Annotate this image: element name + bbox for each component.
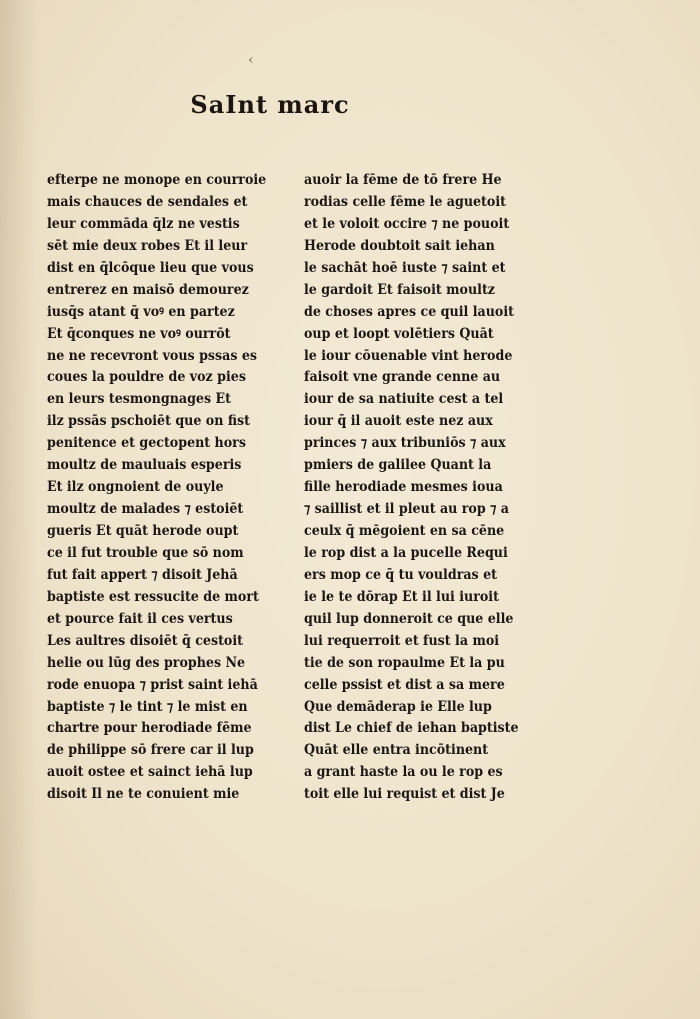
text-line: Et q̄conques ne voꝰ ourrōt	[47, 325, 231, 342]
text-line: rode enuopa ⁊ prist saint iehā	[47, 676, 258, 693]
text-line: Que demāderap ie Elle lup	[304, 698, 492, 715]
text-line: moultz de malades ⁊ estoiēt	[47, 501, 244, 518]
text-line: le rop dist a la pucelle Requi	[304, 544, 508, 561]
text-line: en leurs tesmongnages Et	[47, 391, 231, 408]
text-line: toit elle lui requist et dist Je	[304, 786, 505, 803]
text-line: de choses apres ce quil lauoit	[304, 303, 514, 320]
text-line: entrerez en maisō demourez	[47, 281, 249, 298]
text-line: gueris Et quāt herode oupt	[47, 523, 239, 539]
text-line: iusq̄s atant q̄ voꝰ en partez	[47, 303, 235, 320]
text-line: mais chauces de sendales et	[47, 193, 248, 210]
text-line: ers mop ce q̄ tu vouldras et	[304, 566, 497, 583]
text-column-right	[304, 170, 554, 806]
text-column-left	[47, 170, 277, 806]
text-line: iour de sa natiuite cest a tel	[304, 391, 504, 408]
gutter-shadow	[0, 0, 38, 1019]
text-line: chartre pour herodiade fēme	[47, 720, 252, 737]
text-line: faisoit vne grande cenne au	[304, 369, 501, 386]
text-line: fille herodiade mesmes ioua	[304, 479, 503, 496]
text-line: le sachāt hoē iuste ⁊ saint et	[304, 259, 506, 276]
text-line: ie le te dōrap Et il lui iuroit	[304, 588, 499, 605]
text-line: Herode doubtoit sait iehan	[304, 237, 495, 254]
text-line: Les aultres disoiēt q̄ cestoit	[47, 632, 243, 649]
text-line: rodias celle fēme le aguetoit	[304, 193, 506, 210]
text-line: le gardoit Et faisoit moultz	[304, 281, 495, 298]
text-line: Et ilz ongnoient de ouyle	[47, 479, 224, 496]
folio-mark: ‹	[248, 52, 254, 68]
text-line: auoir la fēme de tō frere He	[304, 172, 502, 188]
text-line: fut fait appert ⁊ disoit Jehā	[47, 566, 238, 583]
text-line: coues la pouldre de voz pies	[47, 369, 246, 386]
text-line: ce il fut trouble que sō nom	[47, 544, 244, 561]
text-line: et pource fait il ces vertus	[47, 610, 233, 627]
text-line: Quāt elle entra incōtinent	[304, 742, 489, 759]
text-line: auoit ostee et sainct iehā lup	[47, 764, 253, 781]
text-line: ceulx q̄ mēgoient en sa cēne	[304, 523, 505, 539]
text-line: dist Le chief de iehan baptiste	[304, 720, 519, 737]
text-line: ⁊ saillist et il pleut au rop ⁊ a	[304, 501, 509, 518]
text-line: quil lup donneroit ce que elle	[304, 610, 514, 627]
text-line: penitence et gectopent hors	[47, 435, 246, 452]
text-line: a grant haste la ou le rop es	[304, 764, 503, 781]
text-line: ne ne recevront vous pssas es	[47, 347, 258, 364]
text-line: ilz pssās pschoiēt que on fist	[47, 413, 250, 430]
text-line: moultz de mauluais esperis	[47, 457, 242, 474]
text-line: de philippe sō frere car il lup	[47, 742, 254, 759]
text-line: disoit Il ne te conuient mie	[47, 786, 240, 803]
running-head: SaInt marc	[190, 90, 350, 119]
text-line: princes ⁊ aux tribuniōs ⁊ aux	[304, 435, 506, 452]
text-line: helie ou lūg des prophes Ne	[47, 654, 246, 671]
text-line: oup et loopt volētiers Quāt	[304, 325, 494, 342]
text-line: sēt mie deux robes Et il leur	[47, 237, 248, 254]
text-line: baptiste est ressucite de mort	[47, 588, 259, 605]
text-line: leur commāda q̄lz ne vestis	[47, 215, 240, 232]
text-line: lui requerroit et fust la moi	[304, 632, 500, 649]
text-line: tie de son ropaulme Et la pu	[304, 654, 505, 671]
text-line: et le voloit occire ⁊ ne pouoit	[304, 215, 510, 232]
text-line: iour q̄ il auoit este nez aux	[304, 413, 493, 430]
text-line: pmiers de galilee Quant la	[304, 457, 492, 474]
text-line: baptiste ⁊ le tint ⁊ le mist en	[47, 698, 248, 715]
text-line: dist en q̄lcōque lieu que vous	[47, 259, 254, 276]
text-line: efterpe ne monope en courroie	[47, 172, 267, 188]
text-line: celle pssist et dist a sa mere	[304, 676, 505, 693]
text-line: le iour cōuenable vint herode	[304, 347, 513, 364]
